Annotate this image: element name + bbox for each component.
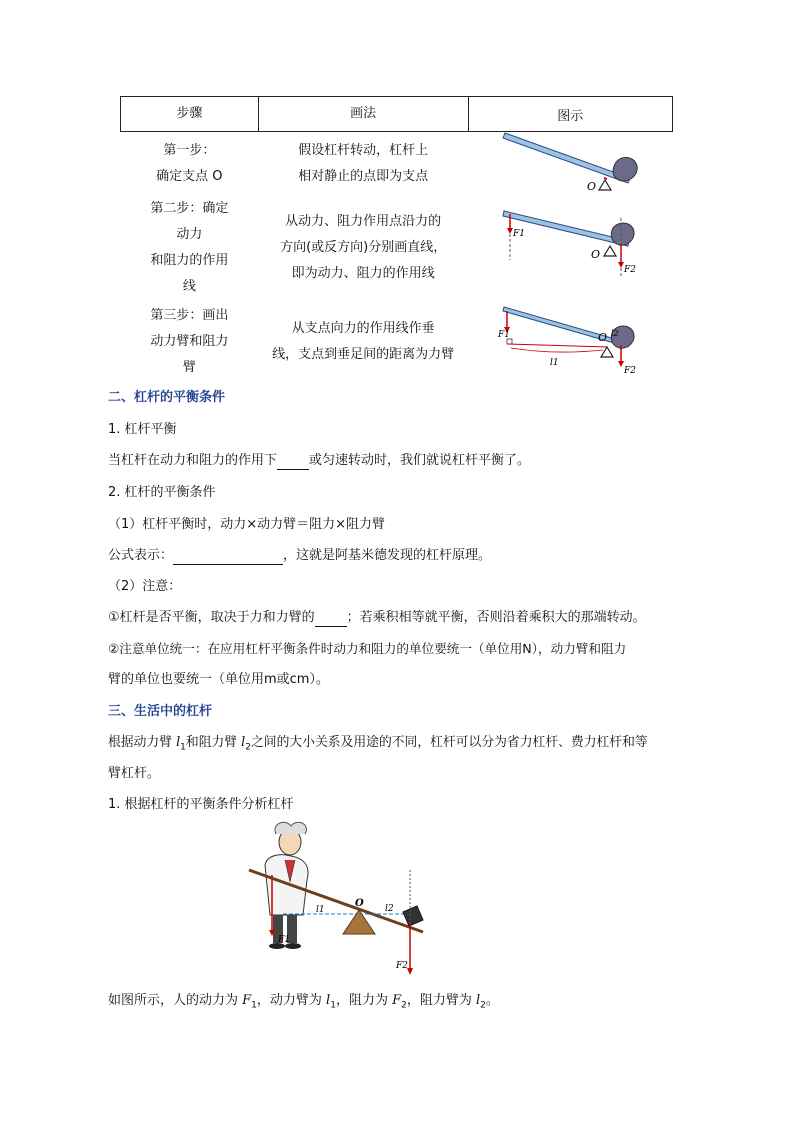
step-text: 第三步：画出 <box>150 308 229 323</box>
paragraph: 臂的单位也要统一（单位用m或cm）。 <box>108 672 329 687</box>
table-header-row <box>121 97 673 132</box>
text: 当杠杆在动力和阻力的作用下 <box>108 453 278 468</box>
label-o: O <box>591 248 601 261</box>
label-l1: l1 <box>550 358 559 368</box>
symbol-f: F <box>392 993 402 1008</box>
lever-arm-diagram <box>495 305 645 379</box>
section-heading: 二、杠杆的平衡条件 <box>108 390 226 405</box>
subscript: 1 <box>251 1000 257 1011</box>
label-f2: F2 <box>624 366 637 376</box>
paragraph: （1）杠杆平衡时，动力×动力臂＝阻力×阻力臂 <box>108 517 386 532</box>
symbol-l: l <box>476 993 481 1008</box>
paragraph: ②注意单位统一：在应用杠杆平衡条件时动力和阻力的单位要统一（单位用N），动力臂和阻力 <box>108 641 627 656</box>
method-text: 相对静止的点即为支点 <box>298 169 429 184</box>
paragraph <box>108 609 646 627</box>
fulcrum-diagram <box>495 132 645 196</box>
label-o: O <box>355 898 364 909</box>
header-method: 画法 <box>258 97 468 132</box>
step-text: 和阻力的作用 <box>150 253 229 268</box>
method-cell <box>258 132 468 197</box>
text: 根据动力臂 <box>108 735 177 750</box>
step-text: 线 <box>182 279 196 294</box>
subscript: 1 <box>330 1000 336 1011</box>
paragraph: 2. 杠杆的平衡条件 <box>108 485 216 500</box>
step-text: 动力臂和阻力 <box>150 334 229 349</box>
step-text: 第一步： <box>163 143 216 158</box>
text: ，这就是阿基米德发现的杠杆原理。 <box>283 548 492 563</box>
subscript: 2 <box>245 742 251 753</box>
figure-cell <box>468 196 672 300</box>
text: 公式表示： <box>108 548 174 563</box>
label-f2: F2 <box>396 961 408 971</box>
symbol-l: l <box>326 993 331 1008</box>
step-cell <box>121 196 259 300</box>
label-f1: F1 <box>278 935 290 945</box>
header-step: 步骤 <box>121 97 259 132</box>
header-figure: 图示 <box>468 97 672 132</box>
step-text: 臂 <box>182 360 196 375</box>
label-f2: F2 <box>624 265 637 275</box>
label-o: O <box>587 180 597 193</box>
label-f1: F1 <box>498 330 511 340</box>
step-cell <box>121 300 259 384</box>
method-text: 从动力、阻力作用点沿力的 <box>285 214 442 229</box>
method-cell <box>258 300 468 384</box>
paragraph <box>108 452 530 470</box>
text: ；若乘积相等就平衡，否则沿着乘积大的那端转动。 <box>346 610 646 625</box>
fill-blank <box>315 612 347 627</box>
figure-cell <box>468 132 672 197</box>
seesaw-illustration <box>245 820 435 980</box>
text: ，阻力臂为 <box>406 993 476 1008</box>
step-cell <box>121 132 259 197</box>
step-text: 动力 <box>176 227 203 242</box>
table-row <box>121 300 673 384</box>
steps-table <box>120 96 673 384</box>
method-text: 从支点向力的作用线作垂 <box>291 321 435 336</box>
method-cell <box>258 196 468 300</box>
text: 和阻力臂 <box>185 735 242 750</box>
step-text: 第二步：确定 <box>150 201 229 216</box>
method-text: 假设杠杆转动，杠杆上 <box>298 143 429 158</box>
subscript: 2 <box>480 1000 486 1011</box>
method-text: 即为动力、阻力的作用线 <box>291 266 435 281</box>
fill-blank <box>277 455 309 470</box>
step-text: 确定支点 O <box>156 169 223 184</box>
section-heading: 三、生活中的杠杆 <box>108 704 213 719</box>
text: ，动力臂为 <box>256 993 327 1008</box>
text: 或匀速转动时，我们就说杠杆平衡了。 <box>309 453 531 468</box>
paragraph: 臂杠杆。 <box>108 766 161 781</box>
label-f1: F1 <box>513 229 526 239</box>
paragraph: （2）注意： <box>108 579 182 594</box>
paragraph: 1. 根据杠杆的平衡条件分析杠杆 <box>108 797 294 812</box>
text: 之间的大小关系及用途的不同，杠杆可以分为省力杠杆、费力杠杆和等 <box>250 735 648 750</box>
figure-caption <box>108 992 499 1015</box>
text: ，阻力为 <box>335 993 393 1008</box>
symbol-l: l <box>241 735 246 750</box>
text: 如图所示，人的动力为 <box>108 993 243 1008</box>
subscript: 2 <box>401 1000 407 1011</box>
text: ①杠杆是否平衡，取决于力和力臂的 <box>108 610 315 625</box>
label-l2: l2 <box>385 904 394 914</box>
table-row <box>121 132 673 197</box>
symbol-l: l <box>176 735 181 750</box>
paragraph <box>108 547 491 565</box>
subscript: 1 <box>180 742 186 753</box>
text: 。 <box>485 993 499 1008</box>
symbol-f: F <box>242 993 252 1008</box>
label-l2: l2 <box>611 329 619 338</box>
fill-blank <box>173 550 283 565</box>
method-text: 线，支点到垂足间的距离为力臂 <box>272 347 455 362</box>
label-o: O <box>598 331 608 344</box>
table-row <box>121 196 673 300</box>
force-lines-diagram <box>495 208 645 288</box>
label-l1: l1 <box>316 905 325 915</box>
paragraph <box>108 734 648 757</box>
paragraph: 1. 杠杆平衡 <box>108 422 177 437</box>
method-text: 方向(或反方向)分别画直线， <box>280 240 447 255</box>
figure-cell <box>468 300 672 384</box>
